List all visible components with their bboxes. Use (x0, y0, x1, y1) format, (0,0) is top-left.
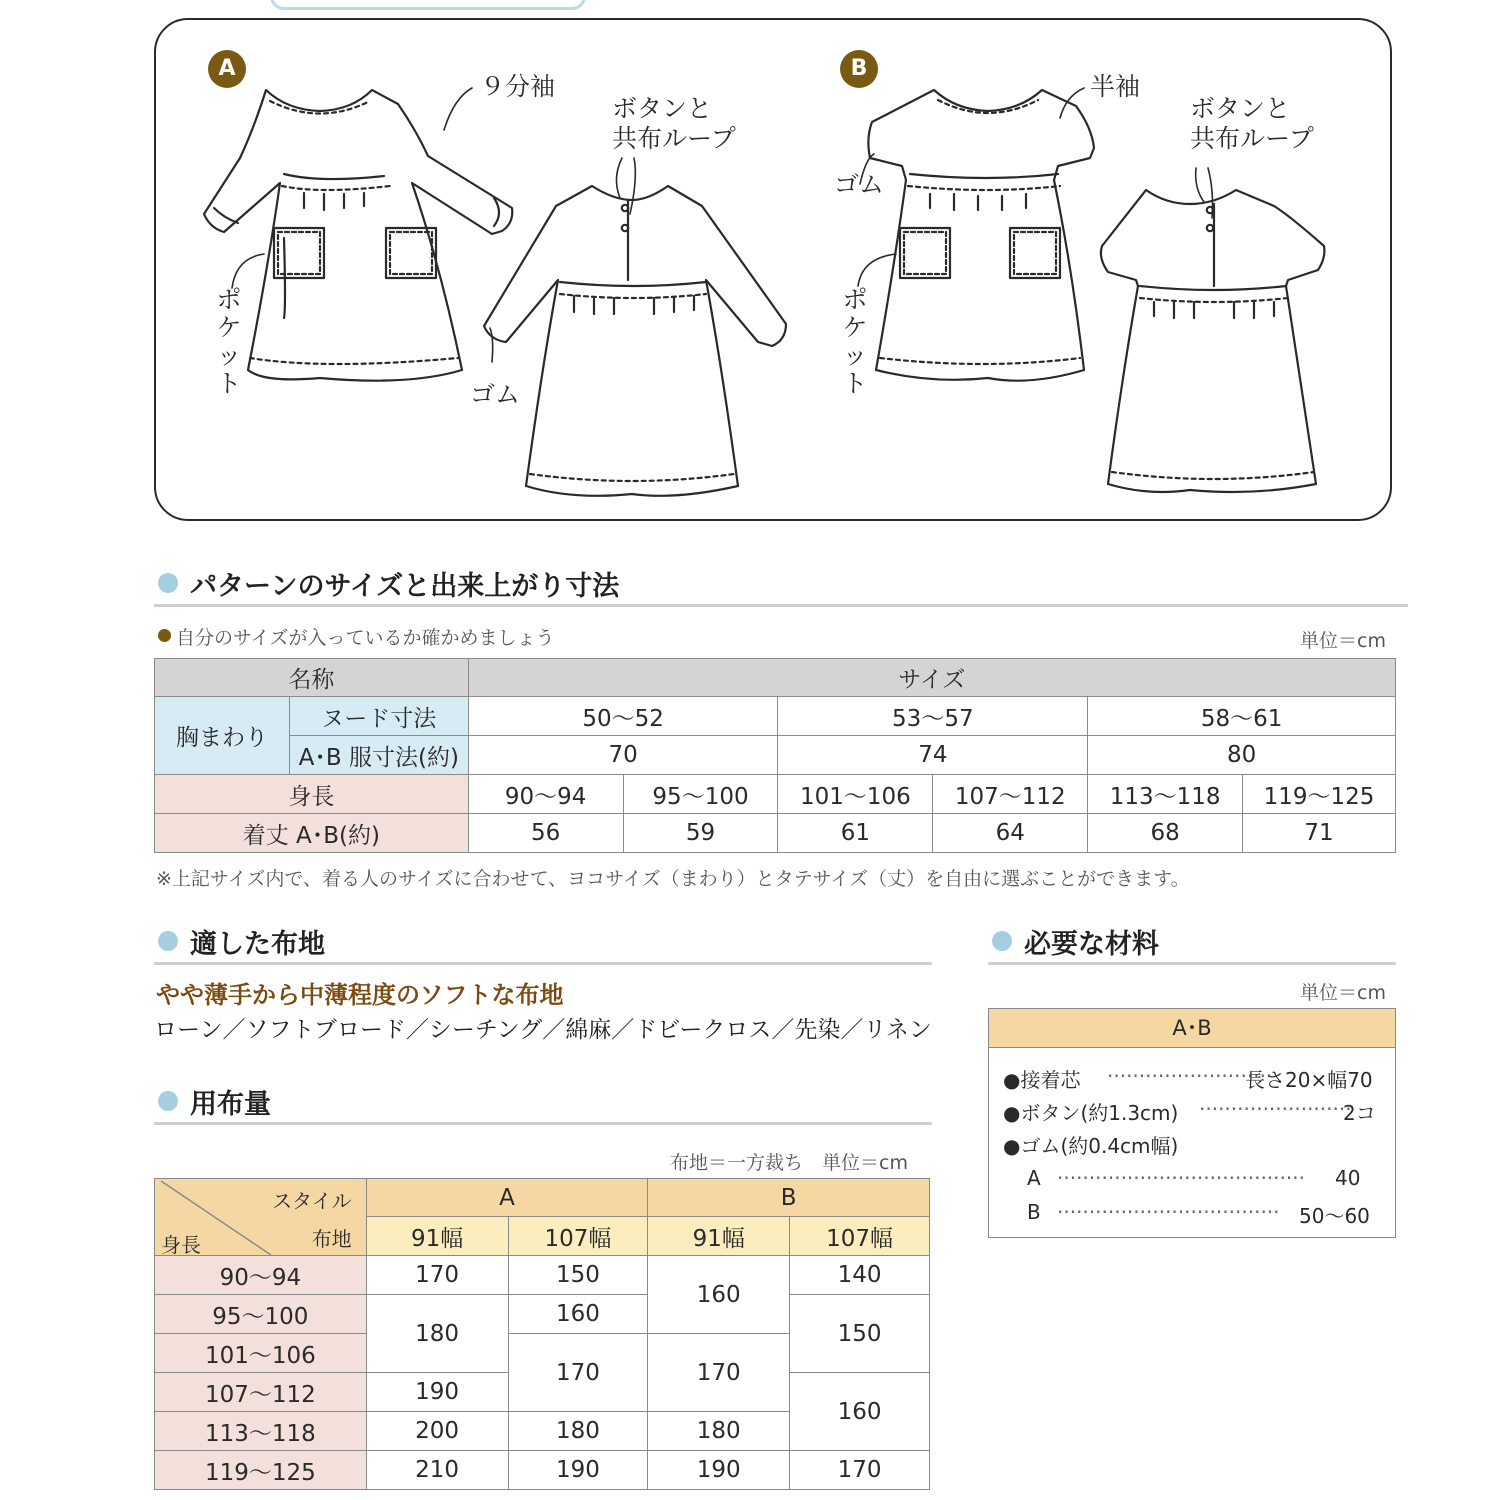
material-elastic-name: ●ゴム(約0.4cm幅) (1003, 1134, 1179, 1158)
yardage-b91-cell: 180 (648, 1412, 790, 1451)
yardage-a-width-107: 107幅 (508, 1217, 648, 1256)
yardage-section-title: 用布量 (190, 1089, 271, 1120)
materials-section-title: 必要な材料 (1024, 929, 1159, 960)
size-section-rule (154, 604, 1408, 607)
yardage-b107-cell: 150 (790, 1295, 930, 1373)
nude-label: ヌード寸法 (289, 697, 468, 736)
yardage-height: 90～94 (155, 1256, 367, 1295)
style-b-sleeve-label: 半袖 (1090, 72, 1141, 101)
material-elastic-a-label: A (1027, 1166, 1041, 1190)
yardage-style-a: A (366, 1179, 648, 1217)
height-value: 107～112 (933, 775, 1088, 814)
yardage-b107-cell: 140 (790, 1256, 930, 1295)
materials-unit: 単位＝cm (1300, 982, 1386, 1004)
size-footnote: ※上記サイズ内で、着る人のサイズに合わせて、ヨコサイズ（まわり）とタテサイズ（丈）を自由に選ぶことができます。 (156, 868, 1190, 890)
style-a-badge: A (208, 50, 246, 88)
yardage-b107-cell: 160 (790, 1373, 930, 1451)
length-label: 着丈 A･B(約) (155, 814, 469, 853)
size-header-size: サイズ (468, 659, 1395, 697)
height-value: 101～106 (778, 775, 933, 814)
material-button-name: ●ボタン(約1.3cm) (1003, 1101, 1179, 1125)
yardage-b91-cell: 160 (648, 1256, 790, 1334)
garment-value: 70 (468, 736, 778, 775)
fabric-subtitle: やや薄手から中薄程度のソフトな布地 (156, 981, 564, 1009)
material-dots: ······································· (1057, 1166, 1305, 1190)
style-a-button-label-line2: 共布ループ (612, 124, 736, 153)
fabric-section-dot (158, 931, 178, 951)
corner-height-label: 身長 (161, 1233, 201, 1257)
yardage-a91-cell: 210 (366, 1451, 508, 1490)
yardage-height: 119～125 (155, 1451, 367, 1490)
length-value: 56 (468, 814, 623, 853)
yardage-b-width-107: 107幅 (790, 1217, 930, 1256)
garment-value: 80 (1088, 736, 1396, 775)
garment-value: 74 (778, 736, 1088, 775)
yardage-a107-cell: 160 (508, 1295, 648, 1334)
size-section-dot (158, 573, 178, 593)
fabric-list: ローン／ソフトブロード／シーチング／綿麻／ドビークロス／先染／リネン (154, 1017, 932, 1043)
style-b-button-label-line1: ボタンと (1190, 94, 1291, 123)
nude-value: 53～57 (778, 697, 1088, 736)
style-b-back-dress (1101, 190, 1325, 492)
yardage-unit: 布地＝一方裁ち 単位＝cm (670, 1152, 908, 1174)
yardage-height: 107～112 (155, 1373, 367, 1412)
chest-label: 胸まわり (155, 697, 290, 775)
yardage-height: 113～118 (155, 1412, 367, 1451)
material-elastic-b-label: B (1027, 1200, 1041, 1224)
material-dots: ························ (1199, 1097, 1352, 1121)
height-value: 119～125 (1243, 775, 1396, 814)
length-value: 68 (1088, 814, 1243, 853)
materials-section-dot (992, 931, 1012, 951)
size-unit: 単位＝cm (1300, 630, 1386, 652)
materials-header: A･B (989, 1009, 1395, 1048)
yardage-b-width-91: 91幅 (648, 1217, 790, 1256)
length-value: 59 (623, 814, 778, 853)
fabric-section-title: 適した布地 (190, 929, 325, 960)
material-elastic-a-value: 40 (1335, 1166, 1361, 1190)
style-a-sleeve-label: ９分袖 (480, 72, 556, 101)
material-interfacing-value: 長さ20×幅70 (1245, 1068, 1373, 1092)
height-label: 身長 (155, 775, 469, 814)
yardage-a91-cell: 180 (366, 1295, 508, 1373)
yardage-corner-cell (155, 1179, 367, 1256)
style-b-badge: B (840, 50, 878, 88)
yardage-a-width-91: 91幅 (366, 1217, 508, 1256)
yardage-table (154, 1178, 930, 1490)
length-value: 61 (778, 814, 933, 853)
height-value: 95～100 (623, 775, 778, 814)
style-b-button-label-line2: 共布ループ (1190, 124, 1314, 153)
length-value: 64 (933, 814, 1088, 853)
yardage-height: 101～106 (155, 1334, 367, 1373)
height-value: 113～118 (1088, 775, 1243, 814)
yardage-b91-cell: 170 (648, 1334, 790, 1412)
material-interfacing-name: ●接着芯 (1003, 1068, 1081, 1092)
material-elastic-b-value: 50～60 (1299, 1204, 1370, 1228)
top-tab-decoration (270, 0, 586, 10)
size-table (154, 658, 1396, 853)
fabric-section-rule (154, 962, 932, 965)
yardage-b91-cell: 190 (648, 1451, 790, 1490)
material-dots: ·························· (1107, 1064, 1273, 1088)
style-a-back-dress (484, 186, 786, 496)
materials-section-rule (988, 962, 1396, 965)
yardage-a107-cell: 190 (508, 1451, 648, 1490)
yardage-style-b: B (648, 1179, 930, 1217)
nude-value: 50～52 (468, 697, 778, 736)
length-value: 71 (1243, 814, 1396, 853)
yardage-a91-cell: 200 (366, 1412, 508, 1451)
yardage-a107-cell: 170 (508, 1334, 648, 1412)
size-note-bullet (158, 629, 171, 642)
material-dots: ··································· (1057, 1200, 1280, 1224)
style-a-pocket-label: ポケット (216, 285, 242, 398)
yardage-section-rule (154, 1122, 932, 1125)
height-value: 90～94 (468, 775, 623, 814)
garment-label: A･B 服寸法(約) (289, 736, 468, 775)
material-button-value: 2コ (1343, 1101, 1376, 1125)
yardage-height: 95～100 (155, 1295, 367, 1334)
materials-box (988, 1008, 1396, 1238)
yardage-a91-cell: 190 (366, 1373, 508, 1412)
yardage-section-dot (158, 1091, 178, 1111)
style-b-front-dress (868, 90, 1094, 381)
size-section-title: パターンのサイズと出来上がり寸法 (190, 571, 620, 602)
yardage-a91-cell: 170 (366, 1256, 508, 1295)
yardage-a107-cell: 180 (508, 1412, 648, 1451)
size-header-name: 名称 (155, 659, 469, 697)
corner-style-label: スタイル (272, 1189, 352, 1213)
style-b-elastic-label: ゴム (834, 170, 885, 199)
yardage-a107-cell: 150 (508, 1256, 648, 1295)
nude-value: 58～61 (1088, 697, 1396, 736)
corner-fabric-label: 布地 (311, 1227, 352, 1251)
yardage-b107-cell: 170 (790, 1451, 930, 1490)
style-a-elastic-label: ゴム (470, 380, 521, 409)
style-a-front-dress (204, 90, 512, 381)
size-note: 自分のサイズが入っているか確かめましょう (176, 627, 555, 649)
style-a-button-label-line1: ボタンと (612, 94, 713, 123)
style-b-pocket-label: ポケット (842, 285, 868, 398)
